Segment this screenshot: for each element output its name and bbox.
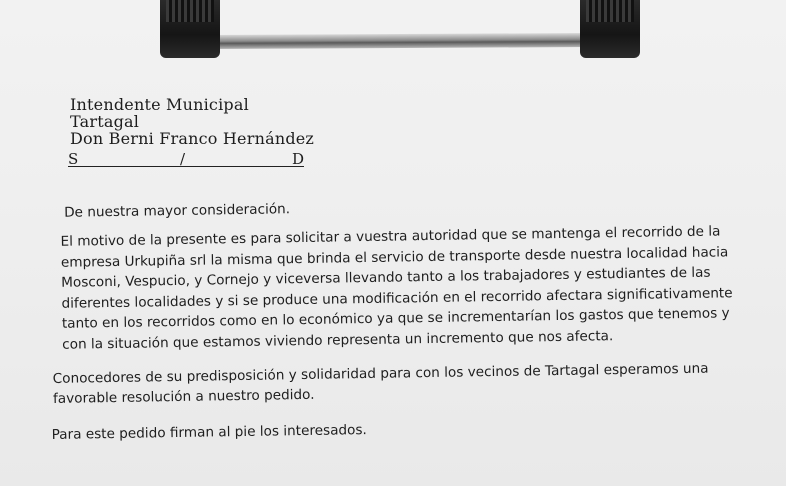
clipboard-clip-left-end — [160, 0, 220, 58]
letter-body — [48, 193, 752, 445]
salutation-line — [68, 150, 304, 167]
recipient-line-name: Don Berni Franco Hernández — [70, 129, 315, 148]
recipient-block — [70, 96, 314, 147]
clipboard-clip-right-end — [580, 0, 640, 58]
paragraph-request: El motivo de la presente es para solicitar a vuestra autoridad que se mantenga el recorrido de la empresa Urkupiña srl la misma que brinda el servicio de transporte desde nuestra localidad hacia Mosconi, Vespucio, y Cornejo y viceversa llevando tanto a los trabajadores y estudiantes de las diferentes localidades y si se produce una modificación en el recorrido afectara significativamente tanto en los recorridos como en lo económico ya que se incrementarían los gastos que tenemos y con la situación que estamos viviendo representa un incremento que nos afecta. — [60, 223, 733, 353]
paragraph-expectation: Conocedores de su predisposición y solidaridad para con los vecinos de Tartagal esperamos una favorable resolución a nuestro pedido. — [52, 360, 709, 407]
salutation-right: D — [292, 150, 305, 168]
recipient-line-title: Intendente Municipal — [70, 95, 249, 114]
salutation-left: S — [68, 150, 79, 168]
clipboard-clip-bar — [205, 33, 597, 49]
greeting: De nuestra mayor consideración. — [64, 201, 291, 221]
paragraph-signatures: Para este pedido firman al pie los interesados. — [51, 422, 367, 443]
recipient-line-city: Tartagal — [70, 112, 140, 131]
salutation-middle: / — [180, 150, 186, 168]
